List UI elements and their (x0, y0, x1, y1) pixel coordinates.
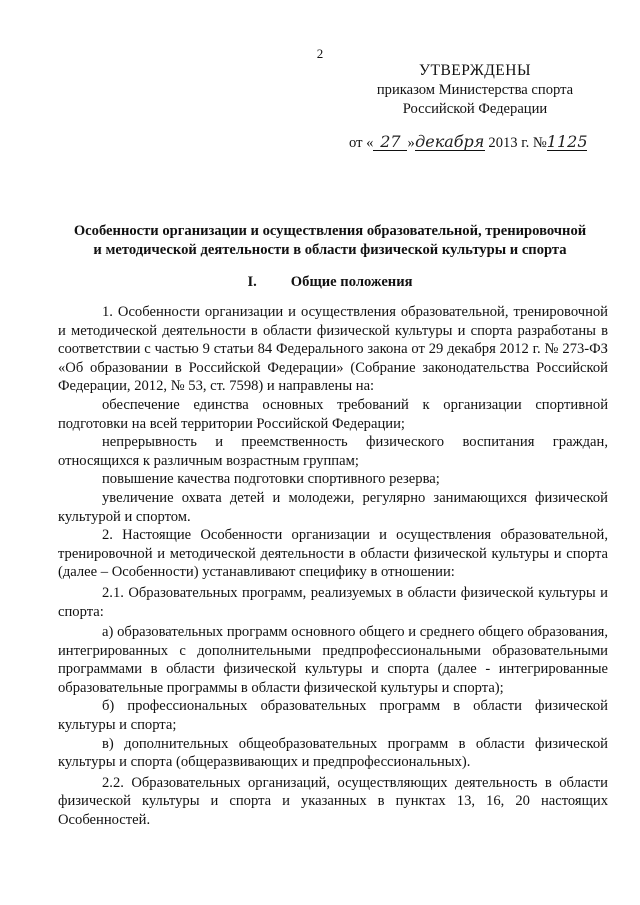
order-close-quote: » (407, 135, 415, 151)
section-number: I. (247, 274, 257, 290)
document-title (58, 222, 602, 260)
title-line-2: и методической деятельности в области физической культуры и спорта (93, 242, 567, 258)
section-title: Общие положения (290, 274, 413, 290)
order-from-label: от « (349, 135, 374, 151)
paragraph: 1. Особенности организации и осуществления образовательной, тренировочной и методической деятельности в области физической культуры и спорта разработаны в соответствии с частью 9 статьи 84 Федерального закона от 29 декабря 2012 г. № 273-ФЗ «Об образовании в Российской Федерации» (Собрание законодательства Российской Федерации, 2012, № 53, ст. 7598) и направлены на: (58, 304, 608, 395)
section-heading (58, 273, 602, 292)
title-line-1: Особенности организации и осуществления образовательной, тренировочной (73, 223, 587, 239)
paragraph: 2.1. Образовательных программ, реализуемых в области физической культуры и спорта: (58, 584, 608, 620)
order-number: 1125 (546, 132, 588, 151)
page-number: 2 (316, 46, 324, 61)
approval-heading: УТВЕРЖДЕНЫ (419, 62, 531, 79)
paragraph: увеличение охвата детей и молодежи, регулярно занимающихся физической культурой и спортом. (58, 489, 608, 525)
paragraph: б) профессиональных образовательных программ в области физической культуры и спорта; (58, 698, 608, 734)
paragraph: 2. Настоящие Особенности организации и осуществления образовательной, тренировочной и методической деятельности в области физической культуры и спорта (далее – Особенности) устанавливают специфику в отношении: (58, 527, 608, 581)
approval-block (360, 62, 590, 119)
paragraph: непрерывность и преемственность физического воспитания граждан, относящихся к различным возрастным группам; (58, 434, 608, 469)
paragraph: а) образовательных программ основного общего и среднего общего образования, интегрированных с дополнительными предпрофессиональными образовательными программами в области физической культуры и спорта (далее - интегрированные образовательные программы в области физической культуры и спорта); (58, 624, 608, 696)
order-year-label: 2013 г. № (488, 135, 547, 151)
paragraph: в) дополнительных общеобразовательных программ в области физической культуры и спорта (общеразвивающих и предпрофессиональных). (58, 735, 608, 771)
paragraph: 2.2. Образовательных организаций, осуществляющих деятельность в области физической культуры и спорта и указанных в пунктах 13, 16, 20 настоящих Особенностей. (58, 774, 608, 829)
approval-line-1: приказом Министерства спорта (376, 81, 574, 98)
order-month: декабря (415, 132, 485, 151)
order-date-line (349, 134, 609, 153)
order-day: 27 (373, 134, 407, 151)
document-body (58, 303, 608, 830)
approval-line-2: Российской Федерации (402, 100, 548, 117)
paragraph: повышение качества подготовки спортивного резерва; (102, 471, 440, 488)
paragraph: обеспечение единства основных требований к организации спортивной подготовки на всей территории Российской Федерации; (58, 396, 608, 432)
